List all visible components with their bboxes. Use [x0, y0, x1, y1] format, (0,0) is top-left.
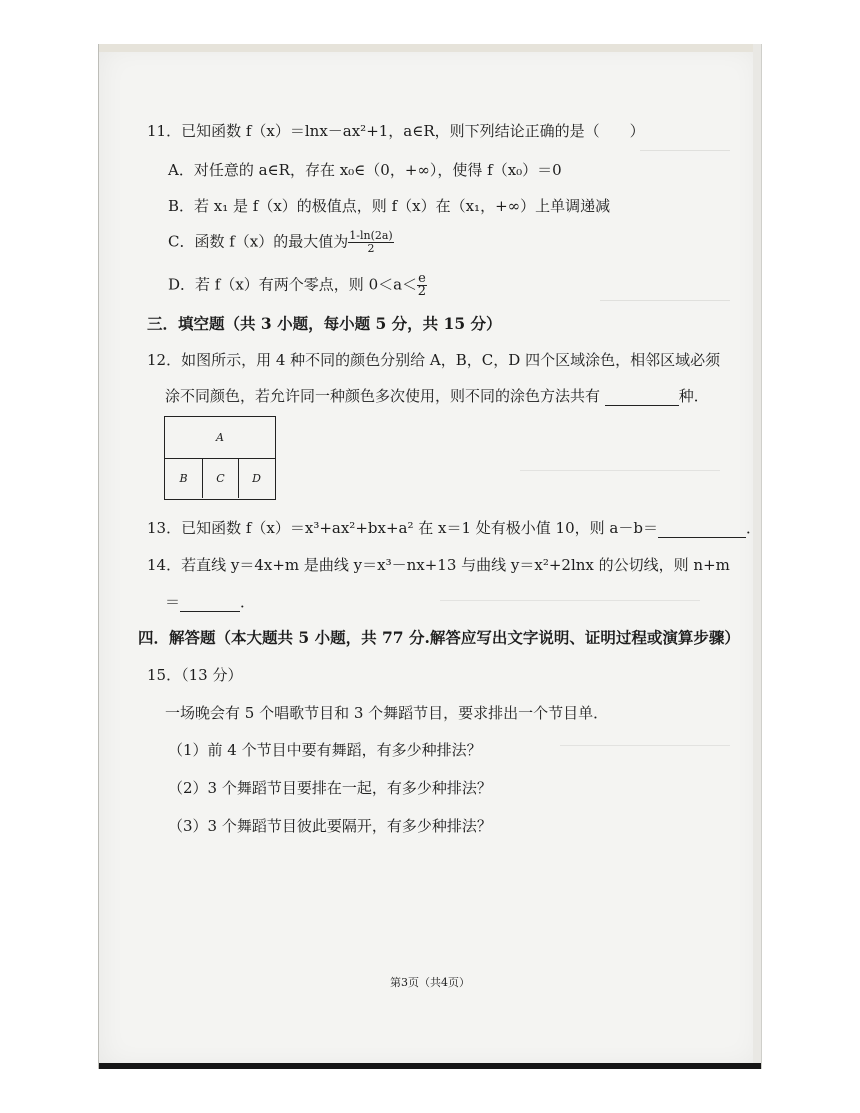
q15-part-2: （2）3 个舞蹈节目要排在一起，有多少种排法？: [168, 779, 492, 797]
q12-line-1: 12．如图所示，用 4 种不同的颜色分别给 A，B，C，D 四个区域涂色，相邻区域必须: [147, 351, 721, 369]
q11-option-d-text: D．若 f（x）有两个零点，则 0＜a＜: [168, 275, 418, 294]
bleed-through-mark: [600, 300, 730, 311]
q15-part-3: （3）3 个舞蹈节目彼此要隔开，有多少种排法？: [168, 817, 492, 835]
q14-line-1: 14．若直线 y＝4x+m 是曲线 y＝x³－nx+13 与曲线 y＝x²+2lnx 的公切线，则 n+m: [147, 556, 730, 574]
q11-option-a: A．对任意的 a∈R，存在 x₀∈（0，+∞），使得 f（x₀）＝0: [168, 161, 562, 179]
q12-line-2: [165, 386, 709, 406]
scan-bottom-edge: [99, 1063, 761, 1069]
q14-answer-blank[interactable]: [180, 595, 240, 612]
q11-option-c-text: C．函数 f（x）的最大值为: [168, 232, 349, 251]
fraction-denominator: 2: [417, 284, 427, 299]
q13-text: 13．已知函数 f（x）＝x³+ax²+bx+a² 在 x＝1 处有极小值 10，则 a－b＝: [147, 519, 658, 537]
scan-top-edge: [99, 44, 761, 52]
fraction-numerator: e: [418, 271, 426, 286]
bleed-through-mark: [520, 470, 720, 481]
q11-option-b: B．若 x₁ 是 f（x）的极值点，则 f（x）在（x₁，+∞）上单调递减: [168, 197, 611, 215]
q11-stem: 11．已知函数 f（x）＝lnx－ax²+1，a∈R，则下列结论正确的是（ ）: [147, 122, 645, 140]
region-c: C: [203, 459, 239, 498]
scan-right-edge: [753, 44, 761, 1069]
q11-option-d: [168, 273, 427, 298]
bleed-through-mark: [640, 150, 730, 161]
q14-period: ．: [240, 593, 256, 611]
coloring-region-diagram: [164, 416, 276, 500]
section-4-heading: 四．解答题（本大题共 5 小题，共 77 分.解答应写出文字说明、证明过程或演算步骤）: [138, 628, 740, 647]
q11-option-c: [168, 230, 394, 255]
q11-option-c-fraction: [348, 230, 393, 255]
q12-answer-blank[interactable]: [605, 389, 679, 406]
q15-intro: 一场晚会有 5 个唱歌节目和 3 个舞蹈节目，要求排出一个节目单．: [165, 704, 609, 722]
q12-line-2-text: 涂不同颜色，若允许同一种颜色多次使用，则不同的涂色方法共有: [165, 387, 601, 405]
q11-option-d-fraction: [417, 273, 427, 298]
page-footer: 第3页（共4页）: [390, 976, 470, 989]
section-3-heading: 三．填空题（共 3 小题，每小题 5 分，共 15 分）: [147, 314, 502, 333]
q14-line-2: [165, 592, 255, 612]
bleed-through-mark: [560, 745, 730, 756]
q13: [147, 518, 761, 538]
q15-label: 15．（13 分）: [147, 666, 243, 684]
region-a: A: [165, 417, 275, 459]
bleed-through-mark: [440, 600, 700, 611]
region-b: B: [165, 459, 203, 498]
q13-answer-blank[interactable]: [658, 521, 746, 538]
region-d: D: [252, 472, 261, 485]
fraction-numerator: 1-ln(2a): [349, 229, 393, 242]
q15-part-1: （1）前 4 个节目中要有舞蹈，有多少种排法？: [168, 741, 482, 759]
fraction-denominator: 2: [367, 242, 375, 255]
q14-equals: ＝: [165, 593, 181, 611]
q12-unit: 种．: [678, 387, 709, 405]
q13-period: ．: [745, 519, 761, 537]
